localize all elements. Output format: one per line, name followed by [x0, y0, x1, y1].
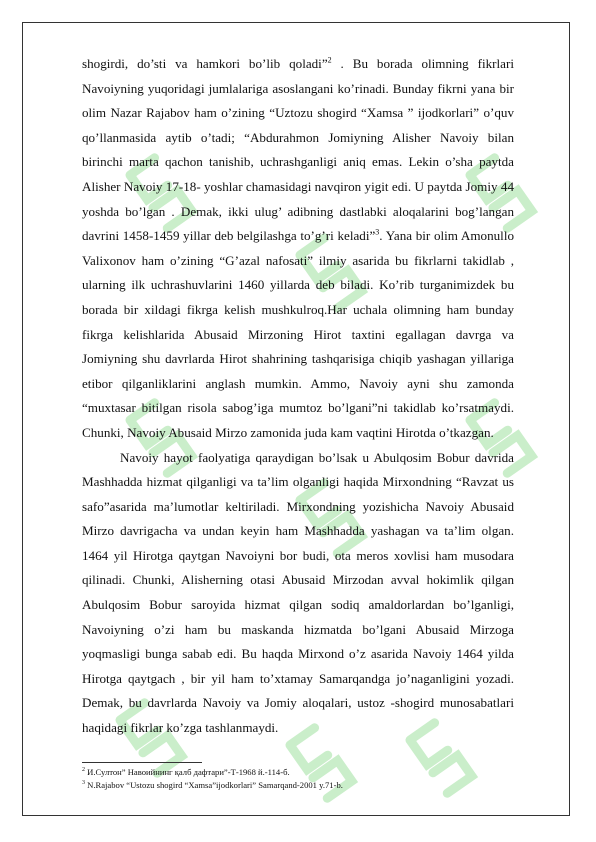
footnote-2-text: И.Султон” Навоийнинг қалб дафтари”-Т-1968 й.-114-б.: [85, 766, 290, 777]
footnote-2-number: 2: [82, 767, 85, 773]
paragraph-2: Navoiy hayot faolyatiga qaraydigan bo’lsak u Abulqosim Bobur davrida Mashhadda hizmat qilganligi va ta’lim olganligi haqida Mirxondning “Ravzat us safo”asarida ma’lumotlar keltiriladi. Mirxondning yozishicha Navoiy Abusaid Mirzo davrigacha va undan keyin ham Mashhadda yashagan va ta’lim olgan. 1464 yil Hirotga qaytgan Navoiyni bor budi, ota meros xovlisi ham musodara qilinadi. Chunki, Alisherning otasi Abusaid Mirzodan avval hokimlik qilgan Abulqosim Bobur saroyida hizmat qilgan sodiq amaldorlardan bo’lganligi, Navoiyning o’zi ham bu maskanda hizmatda bo’lgani Abusaid Mirzoga yoqmasligi bunga sabab edi. Bu haqda Mirxond o’z asarida Navoiy 1464 yilda Hirotga qaytgach , bir yil ham to’xtamay Samarqandga jo’naganligini yozadi. Demak, bu davrlarda Navoiy va Jomiy aloqalari, ustoz -shogird munosabatlari haqidagi fikrlar ko’zga tashlanmaydi.: [82, 449, 514, 736]
footnote-ref-3[interactable]: 3: [375, 227, 380, 237]
paragraph-1-text-c: . Yana bir olim Amonullo Valixonov ham o’zining “G’azal nafosati” ilmiy asarida bu fikrlarni takidlab , ularning ilk uchrashuvlarini 1460 yillarda deb biladi. Ko’rib turganimizdek bu borada bir xildagi fikrga kelish mushkulroq.Har uchala olimning ham bunday fikrga kelishlarida Abusaid Mirzoning Hirot taxtini egallagan davrga va Jomiyning shu davrlarda Hirot shahrining tashqarisiga chiqib yashagan yillariga etibor qilganliklarini anglash mumkin. Ammo, Navoiy ayni shu zamonda “muxtasar bitilgan risola sabog’iga mumtoz bo’lgani”ni takidlab ko’rsatmaydi. Chunki, Navoiy Abusaid Mirzo zamonida juda kam vaqtini Hirotda o’tkazgan.: [82, 228, 514, 440]
footnote-3-number: 3: [82, 780, 85, 787]
footnote-2: [82, 765, 514, 778]
paragraph-1: [82, 52, 514, 446]
paragraph-1-text-b: . Bu borada olimning fikrlari Navoiyning yuqoridagi jumlalariga asoslangani ko’rinadi. Bunday fikrni yana bir olim Nazar Rajabov ham o’zining “Uztozu shogird “Xamsa ” ijodkorlari” o’quv qo’llanmasida aytib o’tadi; “Abdurahmon Jomiyning Alisher Navoiy bilan birinchi marta qachon tanishib, uchrashganligi aniq emas. Lekin o’sha paytda Alisher Navoiy 17-18- yoshlar chamasidagi navqiron yigit edi. U paytda Jomiy 44 yoshda bo’lgan . Demak, ikki ulug’ adibning dastlabki aloqalarini bog’langan davrini 1458-1459 yillar deb belgilashga to’g’ri keladi”: [82, 56, 514, 244]
footnote-3: [82, 778, 514, 791]
footnote-3-text: N.Rajabov “Ustozu shogird “Xamsa”ijodkorlari” Samarqand-2001 y.71-b.: [85, 780, 343, 791]
footnote-ref-2[interactable]: 2: [327, 55, 332, 65]
footnote-separator: [82, 762, 202, 763]
footnotes: [82, 765, 514, 792]
body-text: [82, 52, 514, 741]
paragraph-1-text-a: shogirdi, do’sti va hamkori bo’lib qoladi”: [82, 56, 328, 71]
